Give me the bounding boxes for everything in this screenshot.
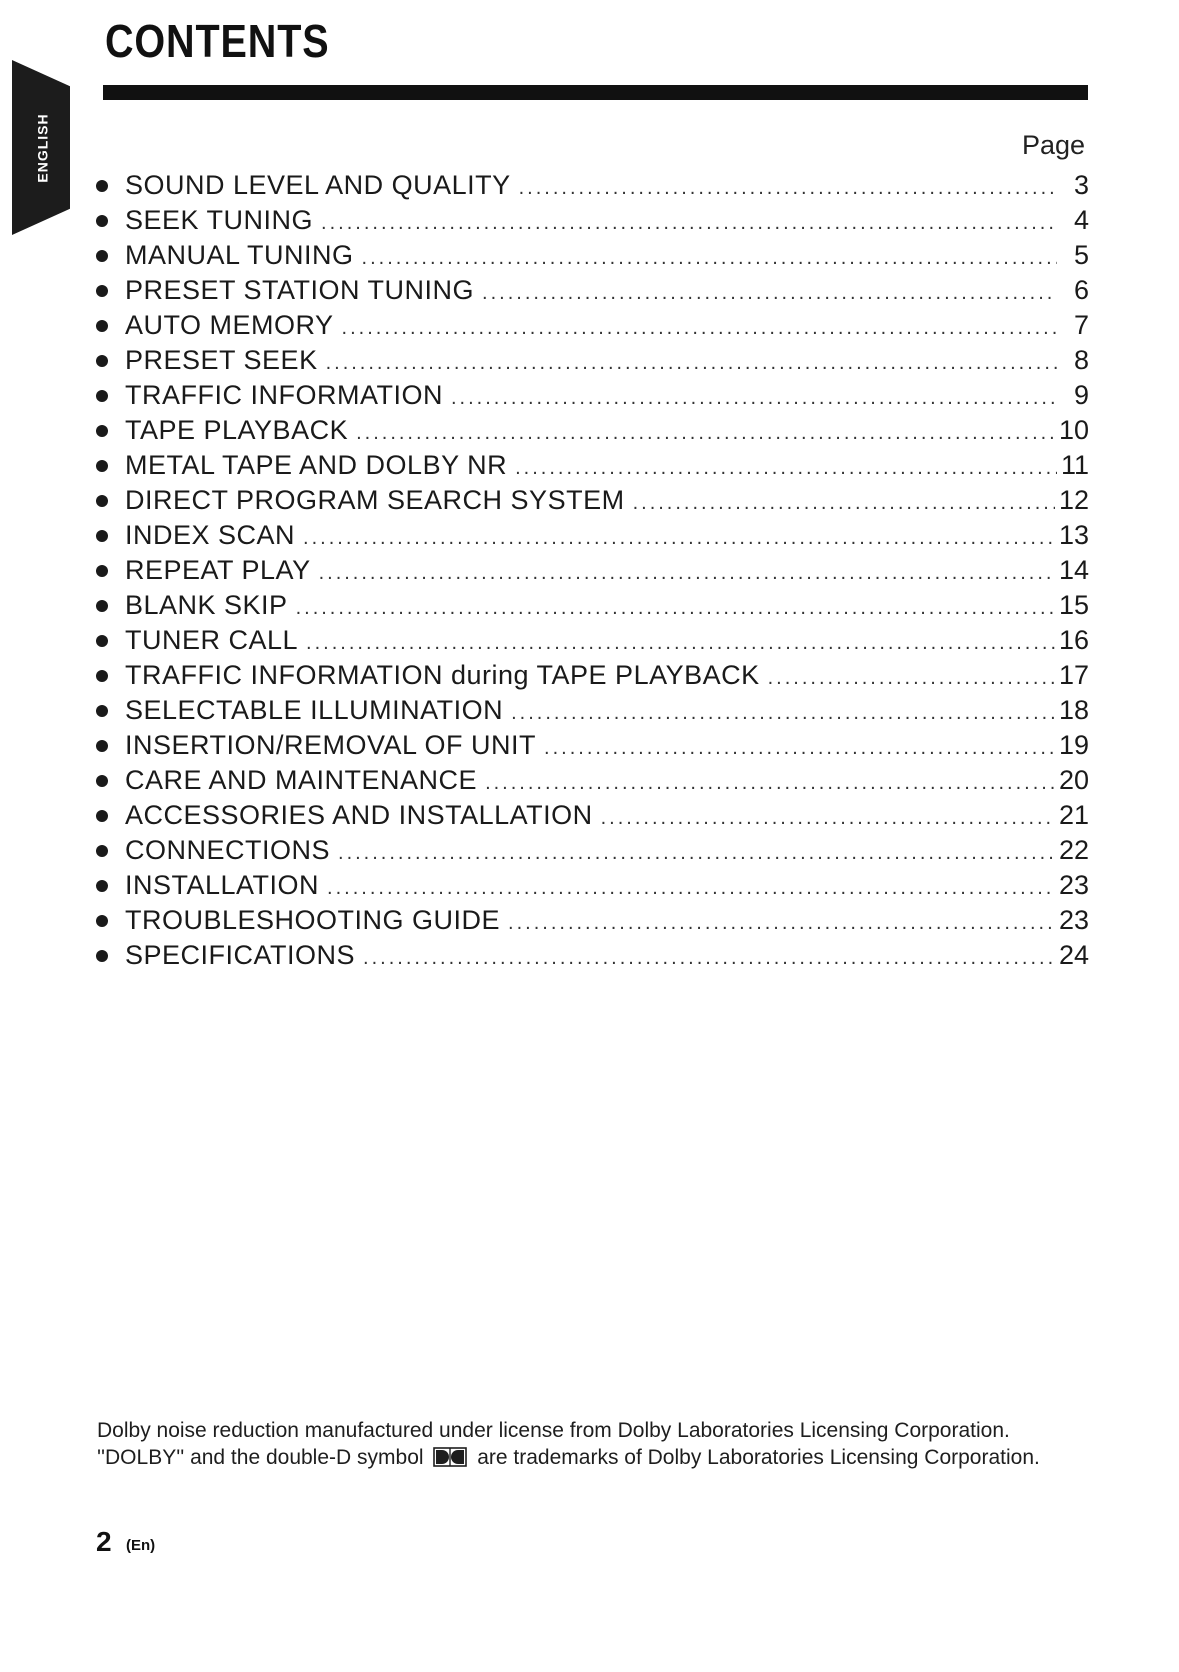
page-title: CONTENTS — [105, 15, 330, 67]
bullet-icon — [96, 845, 108, 857]
toc-leader-dots — [321, 206, 1057, 241]
page-language-code: (En) — [126, 1537, 156, 1554]
bullet-icon — [96, 460, 108, 472]
bullet-icon — [96, 705, 108, 717]
toc-entry — [96, 728, 1089, 763]
bullet-icon — [96, 670, 108, 682]
toc-leader-dots — [768, 661, 1055, 696]
toc-leader-dots — [338, 836, 1055, 871]
toc-entry-title: PRESET SEEK — [125, 345, 318, 375]
toc-entry-page: 14 — [1058, 555, 1089, 585]
toc-entry-page: 12 — [1058, 485, 1089, 515]
toc-entry — [96, 343, 1089, 378]
toc-entry-page: 3 — [1073, 170, 1089, 200]
toc-entry-page: 4 — [1073, 205, 1089, 235]
bullet-icon — [96, 740, 108, 752]
toc-entry — [96, 413, 1089, 448]
footnote — [97, 1417, 1087, 1471]
toc-entry-title: METAL TAPE AND DOLBY NR — [125, 450, 508, 480]
toc-leader-dots — [327, 871, 1055, 906]
double-d-symbol-icon — [433, 1447, 467, 1467]
toc-entry — [96, 938, 1089, 973]
bullet-icon — [96, 495, 108, 507]
toc-entry-page: 5 — [1073, 240, 1089, 270]
bullet-icon — [96, 810, 108, 822]
toc-entry-page: 10 — [1058, 415, 1089, 445]
toc-leader-dots — [511, 696, 1055, 731]
toc-entry — [96, 868, 1089, 903]
toc-entry — [96, 273, 1089, 308]
toc-entry-title: CONNECTIONS — [125, 835, 331, 865]
toc-leader-dots — [363, 941, 1055, 976]
toc-leader-dots — [342, 311, 1057, 346]
toc-entry-page: 23 — [1058, 870, 1089, 900]
toc-entry-title: TROUBLESHOOTING GUIDE — [125, 905, 501, 935]
toc-leader-dots — [515, 451, 1057, 486]
toc-leader-dots — [451, 381, 1057, 416]
toc-leader-dots — [482, 276, 1057, 311]
toc-entry-page: 18 — [1058, 695, 1089, 725]
toc-leader-dots — [319, 556, 1055, 591]
toc-entry-page: 7 — [1073, 310, 1089, 340]
toc-entry-title: TRAFFIC INFORMATION — [125, 380, 443, 410]
toc-leader-dots — [303, 521, 1055, 556]
toc-leader-dots — [296, 591, 1055, 626]
toc-entry — [96, 168, 1089, 203]
toc-entry — [96, 483, 1089, 518]
toc-entry-title: INSERTION/REMOVAL OF UNIT — [125, 730, 537, 760]
bullet-icon — [96, 285, 108, 297]
toc-entry — [96, 623, 1089, 658]
bullet-icon — [96, 880, 108, 892]
bullet-icon — [96, 530, 108, 542]
toc-entry — [96, 658, 1089, 693]
toc-entry-title: SEEK TUNING — [125, 205, 314, 235]
toc-entry — [96, 903, 1089, 938]
toc-entry-page: 11 — [1060, 450, 1089, 480]
toc-entry — [96, 203, 1089, 238]
toc-leader-dots — [519, 171, 1057, 206]
toc-entry-title: TAPE PLAYBACK — [125, 415, 349, 445]
bullet-icon — [96, 950, 108, 962]
bullet-icon — [96, 565, 108, 577]
footnote-trademark-before: ''DOLBY'' and the double-D symbol — [97, 1446, 424, 1469]
toc-entry-title: DIRECT PROGRAM SEARCH SYSTEM — [125, 485, 625, 515]
toc-leader-dots — [544, 731, 1055, 766]
toc-entry — [96, 553, 1089, 588]
language-tab-label: ENGLISH — [35, 113, 52, 183]
toc-entry-page: 13 — [1058, 520, 1089, 550]
toc-entry-title: BLANK SKIP — [125, 590, 288, 620]
toc-entry-title: AUTO MEMORY — [125, 310, 334, 340]
toc-entry-page: 24 — [1058, 940, 1089, 970]
toc-leader-dots — [356, 416, 1055, 451]
toc-entry — [96, 448, 1089, 483]
toc-entry-page: 23 — [1058, 905, 1089, 935]
toc-entry-title: MANUAL TUNING — [125, 240, 354, 270]
toc-entry-page: 15 — [1058, 590, 1089, 620]
toc-entry-page: 9 — [1073, 380, 1089, 410]
toc-leader-dots — [306, 626, 1055, 661]
toc-entry — [96, 238, 1089, 273]
bullet-icon — [96, 250, 108, 262]
bullet-icon — [96, 180, 108, 192]
bullet-icon — [96, 215, 108, 227]
bullet-icon — [96, 600, 108, 612]
toc-entry-title: INSTALLATION — [125, 870, 320, 900]
bullet-icon — [96, 390, 108, 402]
toc-entry — [96, 763, 1089, 798]
footnote-trademark — [97, 1444, 1087, 1471]
toc-entry-page: 20 — [1058, 765, 1089, 795]
toc-entry-page: 8 — [1073, 345, 1089, 375]
bullet-icon — [96, 915, 108, 927]
title-rule — [103, 85, 1088, 100]
toc-entry-title: TUNER CALL — [125, 625, 299, 655]
footnote-license: Dolby noise reduction manufactured under license from Dolby Laboratories Licensing Corporation. — [97, 1419, 1010, 1442]
toc-entry — [96, 308, 1089, 343]
toc-entry — [96, 378, 1089, 413]
toc-entry-page: 19 — [1058, 730, 1089, 760]
toc-entry-page: 16 — [1058, 625, 1089, 655]
page-column-label: Page — [1021, 130, 1085, 160]
toc-entry-title: SPECIFICATIONS — [125, 940, 356, 970]
toc-entry-page: 22 — [1058, 835, 1089, 865]
bullet-icon — [96, 635, 108, 647]
page-number: 2 — [96, 1526, 112, 1557]
toc-entry-page: 21 — [1058, 800, 1089, 830]
toc-entry-title: PRESET STATION TUNING — [125, 275, 475, 305]
toc-entry — [96, 798, 1089, 833]
toc-leader-dots — [633, 486, 1055, 521]
bullet-icon — [96, 320, 108, 332]
toc-entry-title: INDEX SCAN — [125, 520, 296, 550]
toc-entry-title: SOUND LEVEL AND QUALITY — [125, 170, 511, 200]
toc-entry-title: REPEAT PLAY — [125, 555, 311, 585]
footnote-trademark-after: are trademarks of Dolby Laboratories Licensing Corporation. — [477, 1446, 1040, 1469]
toc-entry — [96, 833, 1089, 868]
toc-leader-dots — [362, 241, 1057, 276]
toc-entry-title: ACCESSORIES AND INSTALLATION — [125, 800, 593, 830]
toc-entry-title: TRAFFIC INFORMATION during TAPE PLAYBACK — [125, 660, 760, 690]
toc-entry — [96, 693, 1089, 728]
bullet-icon — [96, 775, 108, 787]
toc-leader-dots — [485, 766, 1055, 801]
toc-entry — [96, 588, 1089, 623]
toc-entry — [96, 518, 1089, 553]
toc-entry-title: SELECTABLE ILLUMINATION — [125, 695, 504, 725]
toc-leader-dots — [601, 801, 1055, 836]
table-of-contents — [96, 168, 1089, 973]
bullet-icon — [96, 355, 108, 367]
toc-entry-page: 6 — [1073, 275, 1089, 305]
toc-leader-dots — [326, 346, 1057, 381]
toc-entry-title: CARE AND MAINTENANCE — [125, 765, 478, 795]
bullet-icon — [96, 425, 108, 437]
toc-entry-page: 17 — [1058, 660, 1089, 690]
toc-leader-dots — [508, 906, 1055, 941]
